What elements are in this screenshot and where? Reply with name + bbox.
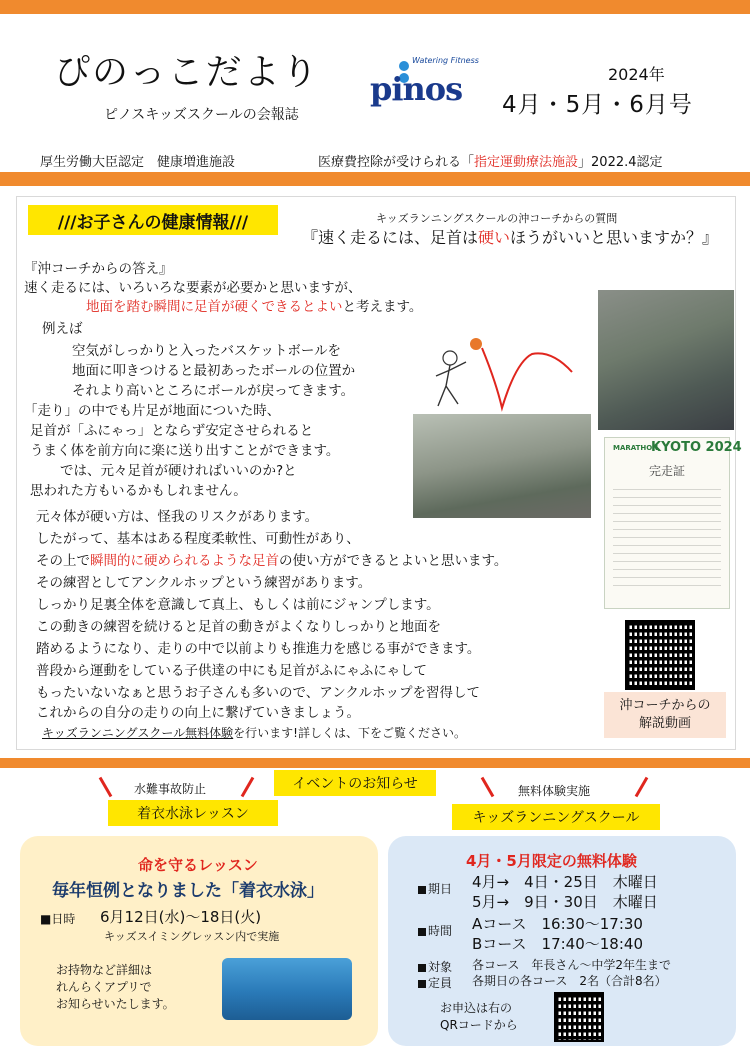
run-capacity: 各期日の各コース 2名（合計8名） (472, 974, 667, 988)
body-line: その練習としてアンクルホップという練習があります。 (36, 575, 372, 591)
period-line: 4月→ 4日・25日 木曜日 (472, 873, 658, 891)
body-line: 例えば (42, 321, 83, 337)
health-facility-cert: 厚生労働大臣認定 健康増進施設 (40, 155, 236, 170)
therapy-facility-cert (318, 151, 663, 170)
events-accent-bar (0, 758, 750, 768)
run-times (472, 914, 643, 954)
apply-qr-code[interactable] (554, 992, 604, 1042)
trial-note-text: を行います!詳しくは、下をご覧ください。 (233, 726, 466, 740)
decor-slash (241, 777, 255, 798)
top-accent-bar (0, 0, 750, 14)
time-key-text: 時間 (428, 924, 453, 938)
run-red-title: 4月・5月限定の無料体験 (466, 852, 637, 870)
swim-small-label: 水難事故防止 (134, 782, 207, 796)
swim-date-note: キッズスイミングレッスン内で実施 (104, 930, 280, 943)
issue-year: 2024年 (608, 65, 665, 84)
run-target: 各コース 年長さん～中学2年生まで (472, 958, 672, 972)
issue-months: 4月・5月・6月号 (502, 92, 693, 118)
run-time-key (418, 922, 452, 939)
swim-red-title: 命を守るレッスン (138, 856, 258, 874)
coach-video-l2: 解説動画 (638, 716, 691, 731)
body-line: もったいないなぁと思うお子さんも多いので、アンクルホップを習得して (36, 685, 481, 701)
newsletter-title: ぴのっこだより (54, 52, 320, 93)
pinos-logo: pinos (370, 70, 463, 108)
question-intro: キッズランニングスクールの沖コーチからの質問 (376, 212, 618, 225)
run-small-label: 無料体験実施 (518, 784, 591, 798)
body-line: 地面に叩きつけると最初あったボールの位置か (72, 363, 356, 379)
body-line: 元々体が硬い方は、怪我のリスクがあります。 (36, 509, 319, 525)
period-key-text: 期日 (428, 882, 453, 896)
events-heading: イベントのお知らせ (274, 770, 436, 796)
body-line: 足首が「ふにゃっ」とならず安定させられると (30, 423, 314, 439)
body-line: 空気がしっかりと入ったバスケットボールを (72, 343, 342, 359)
swim-date: 6月12日(水)～18日(火) (100, 908, 262, 926)
marathon-finisher-certificate (604, 437, 742, 609)
decor-slash (99, 777, 113, 798)
swim-note-line: お持物など詳細は (56, 963, 153, 977)
body-line: したがって、基本はある程度柔軟性、可動性があり、 (36, 531, 360, 547)
highlight-text: 地面を踏む瞬間に足首が硬くできるとよい (86, 299, 343, 315)
body-line: この動きの練習を続けると足首の動きがよくなりしっかりと地面を (36, 619, 441, 635)
run-period (472, 872, 658, 912)
period-line: 5月→ 9日・30日 木曜日 (472, 893, 658, 911)
body-line: 速く走るには、いろいろな要素が必要かと思いますが、 (24, 280, 362, 296)
trial-note (42, 724, 466, 741)
answer-heading: 『沖コーチからの答え』 (24, 261, 173, 277)
apply-line: QRコードから (440, 1018, 518, 1032)
header-accent-bar (0, 172, 750, 186)
trial-note-link: キッズランニングスクール無料体験 (42, 726, 234, 740)
body-text: と考えます。 (342, 299, 423, 315)
coach-running-photo (598, 290, 734, 430)
coach-video-l1: 沖コーチからの (619, 698, 711, 713)
decor-slash (481, 777, 495, 798)
cert-card-sub: MARATHON (613, 444, 659, 452)
cap-key-text: 定員 (428, 976, 453, 990)
highlight-text: 瞬間的に硬められるような足首 (90, 553, 279, 569)
swim-lesson-photo (222, 958, 352, 1020)
body-text: その上で (36, 553, 90, 569)
time-line: Aコース 16:30～17:30 (472, 915, 643, 933)
run-target-key (418, 958, 452, 975)
swim-title: 毎年恒例となりました「着衣水泳」 (52, 881, 324, 901)
cert-card-heading: 完走証 (649, 464, 686, 478)
coach-video-label (604, 692, 726, 738)
body-line (36, 552, 507, 570)
apply-line: お申込は右の (440, 1001, 513, 1015)
body-line: 普段から運動をしている子供達の中にも足首がふにゃふにゃして (36, 663, 427, 679)
body-line: それより高いところにボールが戻ってきます。 (72, 383, 355, 399)
cert-card-title: KYOTO 2024 (651, 440, 742, 455)
cert-text-pre: 医療費控除が受けられる「 (318, 155, 475, 170)
run-apply-note (440, 1000, 518, 1034)
question-post: ほうがいいと思いますか？』 (510, 228, 719, 247)
swim-note-line: れんらくアプリで (56, 980, 152, 994)
coach-video-qr-code[interactable] (625, 620, 695, 690)
swim-note-line: お知らせいたします。 (56, 997, 175, 1011)
time-line: Bコース 17:40～18:40 (472, 935, 643, 953)
health-info-tag: ///お子さんの健康情報/// (28, 205, 278, 235)
basketball-bounce-illustration (432, 322, 582, 422)
run-period-key (418, 880, 452, 897)
swim-date-key: ■日時 (40, 912, 76, 926)
question-red: 硬い (478, 228, 511, 247)
logo-tagline: Watering Fitness (412, 56, 479, 65)
body-line: しっかり足裏全体を意識して真上、もしくは前にジャンプします。 (36, 597, 440, 613)
body-line: 踏めるようになり、走りの中で以前よりも推進力を感じる事ができます。 (36, 641, 481, 657)
coach-marathon-photo (413, 414, 591, 518)
running-school-label: キッズランニングスクール (452, 804, 660, 830)
cert-text-post: 」2022.4認定 (578, 155, 663, 170)
body-text: の使い方ができるとよいと思います。 (279, 553, 508, 569)
cert-card-table (613, 482, 721, 592)
body-line: これからの自分の走りの向上に繋げていきましょう。 (36, 705, 360, 721)
body-line: 「走り」の中でも片足が地面についた時、 (24, 403, 281, 419)
question-pre: 『速く走るには、足首は (302, 228, 479, 247)
run-capacity-key (418, 974, 452, 991)
cert-text-red: 指定運動療法施設 (474, 155, 579, 170)
swim-notice (56, 962, 175, 1013)
body-line: 思われた方もいるかもしれません。 (30, 483, 247, 499)
body-line (86, 298, 422, 316)
body-line: うまく体を前方向に楽に送り出すことができます。 (30, 443, 340, 459)
swim-lesson-label: 着衣水泳レッスン (108, 800, 278, 826)
decor-slash (635, 777, 649, 798)
body-line: では、元々足首が硬ければいいのか?と (60, 463, 297, 479)
newsletter-subtitle: ピノスキッズスクールの会報誌 (104, 107, 299, 123)
target-key-text: 対象 (428, 960, 453, 974)
question-main (302, 225, 718, 248)
